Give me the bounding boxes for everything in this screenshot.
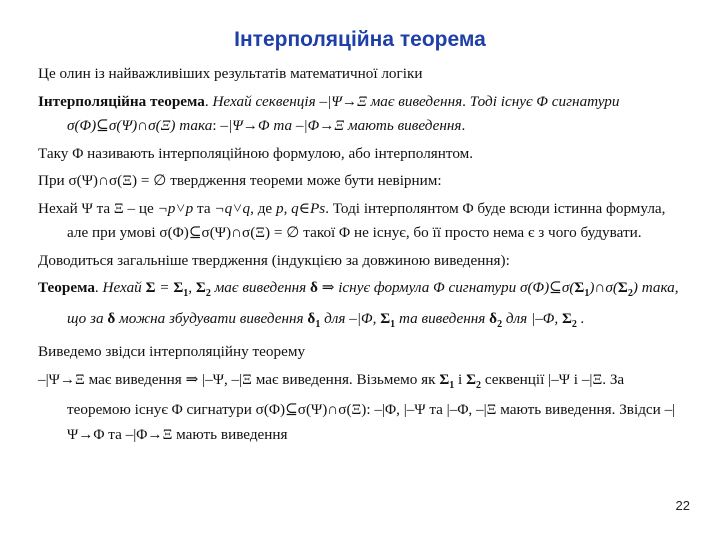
text-run: 1 xyxy=(390,318,396,330)
text-run: . xyxy=(204,92,213,110)
text-run: Σ xyxy=(380,309,391,327)
text-run: для –|Φ, xyxy=(320,309,381,327)
text-run: Σ xyxy=(145,279,156,296)
text-run: 2 xyxy=(205,288,211,300)
paragraph xyxy=(38,169,688,194)
text-run: –|Ψ→Ξ має виведення xyxy=(319,92,463,110)
text-run: ˅ xyxy=(232,199,243,217)
text-run: δ xyxy=(489,309,498,327)
text-run: Σ xyxy=(466,370,477,388)
text-run: 2 xyxy=(476,379,482,391)
text-run: можна збудувати виведення xyxy=(115,309,308,327)
paragraph xyxy=(38,142,688,167)
text-run: секвенції |–Ψ і –|Ξ. За теоремою існує Φ сигнатури σ(Φ)⊆σ(Ψ)∩σ(Ξ): –|Φ, |–Ψ та |–Φ, –|Ξ мають виведення. Звідси –|Ψ→Φ та –|Φ→Ξ мають виведення xyxy=(67,370,676,443)
text-run: . xyxy=(94,279,103,296)
text-run: , де xyxy=(250,199,276,217)
text-run: = xyxy=(155,279,174,296)
text-run: Нехай xyxy=(102,279,146,296)
text-run: Σ xyxy=(561,309,572,327)
text-run: –|Ψ→Ξ має виведення ⇒ |–Ψ, –|Ξ має виведення. Візьмемо як xyxy=(38,370,440,388)
text-run: і xyxy=(454,370,467,388)
text-run: має виведення xyxy=(210,279,310,296)
text-run: , xyxy=(188,279,196,296)
text-run: )∩σ( xyxy=(589,279,618,296)
paragraph xyxy=(38,62,688,87)
text-run: p xyxy=(185,199,194,217)
paragraph xyxy=(38,90,688,139)
text-run: Нехай Ψ та Ξ – це xyxy=(38,199,158,217)
text-run: Інтерполяційна теорема xyxy=(38,92,205,110)
text-run: Тоді існує xyxy=(469,92,537,110)
page-number: 22 xyxy=(675,498,690,513)
slide-body xyxy=(38,62,688,450)
text-run: 1 xyxy=(315,318,321,330)
text-run: Σ xyxy=(617,279,628,296)
paragraph xyxy=(38,197,688,246)
text-run: . Тоді інтерполянтом Φ буде всюди істинна формула, але при умові σ(Φ)⊆σ(Ψ)∩σ(Ξ) = ∅ такої Φ не існує, бо її просто нема є з чого будувати. xyxy=(67,199,666,241)
text-run: та виведення xyxy=(395,309,490,327)
text-run: для |–Φ, xyxy=(502,309,562,327)
text-run: δ xyxy=(107,309,116,327)
text-run: Це олин із найважливіших результатів математичної логіки xyxy=(38,65,423,82)
text-run: Виведемо звідси інтерполяційну теорему xyxy=(38,343,306,361)
text-run: Теорема xyxy=(38,279,95,296)
text-run: ¬p xyxy=(157,199,176,217)
paragraph xyxy=(38,276,688,337)
paragraph xyxy=(38,340,688,365)
text-run: 1 xyxy=(449,379,455,391)
text-run: δ xyxy=(307,309,316,327)
text-run: –|Ψ→Φ та –|Φ→Ξ мають виведення xyxy=(220,117,462,134)
text-run: Φ сигнатури σ(Φ)⊆σ(Ψ)∩σ(Ξ) така xyxy=(67,92,620,134)
text-run: Σ xyxy=(439,370,450,388)
text-run: : xyxy=(212,117,221,134)
text-run: та xyxy=(193,199,215,217)
text-run: 2 xyxy=(627,288,633,300)
text-run: Таку Φ називають інтерполяційною формулою, або інтерполянтом. xyxy=(38,144,474,162)
text-run: ⇒ існує формула Φ сигнатури σ(Φ)⊆σ( xyxy=(317,279,575,296)
text-run: . xyxy=(462,92,470,110)
paragraph xyxy=(38,249,688,274)
text-run: 1 xyxy=(183,288,189,300)
text-run: Ps xyxy=(310,199,326,217)
text-run: q xyxy=(242,199,251,217)
text-run: Σ xyxy=(574,279,585,296)
text-run: . xyxy=(576,309,585,327)
text-run: , xyxy=(283,199,292,217)
text-run: ) така, що за xyxy=(67,279,679,327)
text-run: p xyxy=(275,199,284,217)
slide-title: Інтерполяційна теорема xyxy=(234,28,486,51)
text-run: Доводиться загальніше твердження (індукцією за довжиною виведення): xyxy=(38,251,510,269)
text-run: 2 xyxy=(571,318,577,330)
text-run: ¬q xyxy=(214,199,233,217)
text-run: δ xyxy=(310,279,318,296)
text-run: 1 xyxy=(584,288,590,300)
paragraph xyxy=(38,368,688,448)
text-run: Σ xyxy=(173,279,184,296)
text-run: Σ xyxy=(195,279,206,296)
text-run: ∈ xyxy=(298,199,310,217)
text-run: 2 xyxy=(497,318,503,330)
text-run: . xyxy=(461,117,466,134)
text-run: q xyxy=(291,199,299,217)
text-run: Нехай секвенція xyxy=(212,92,320,110)
text-run: При σ(Ψ)∩σ(Ξ) = ∅ твердження теореми може бути невірним: xyxy=(38,172,442,189)
text-run: ˅ xyxy=(175,199,186,217)
